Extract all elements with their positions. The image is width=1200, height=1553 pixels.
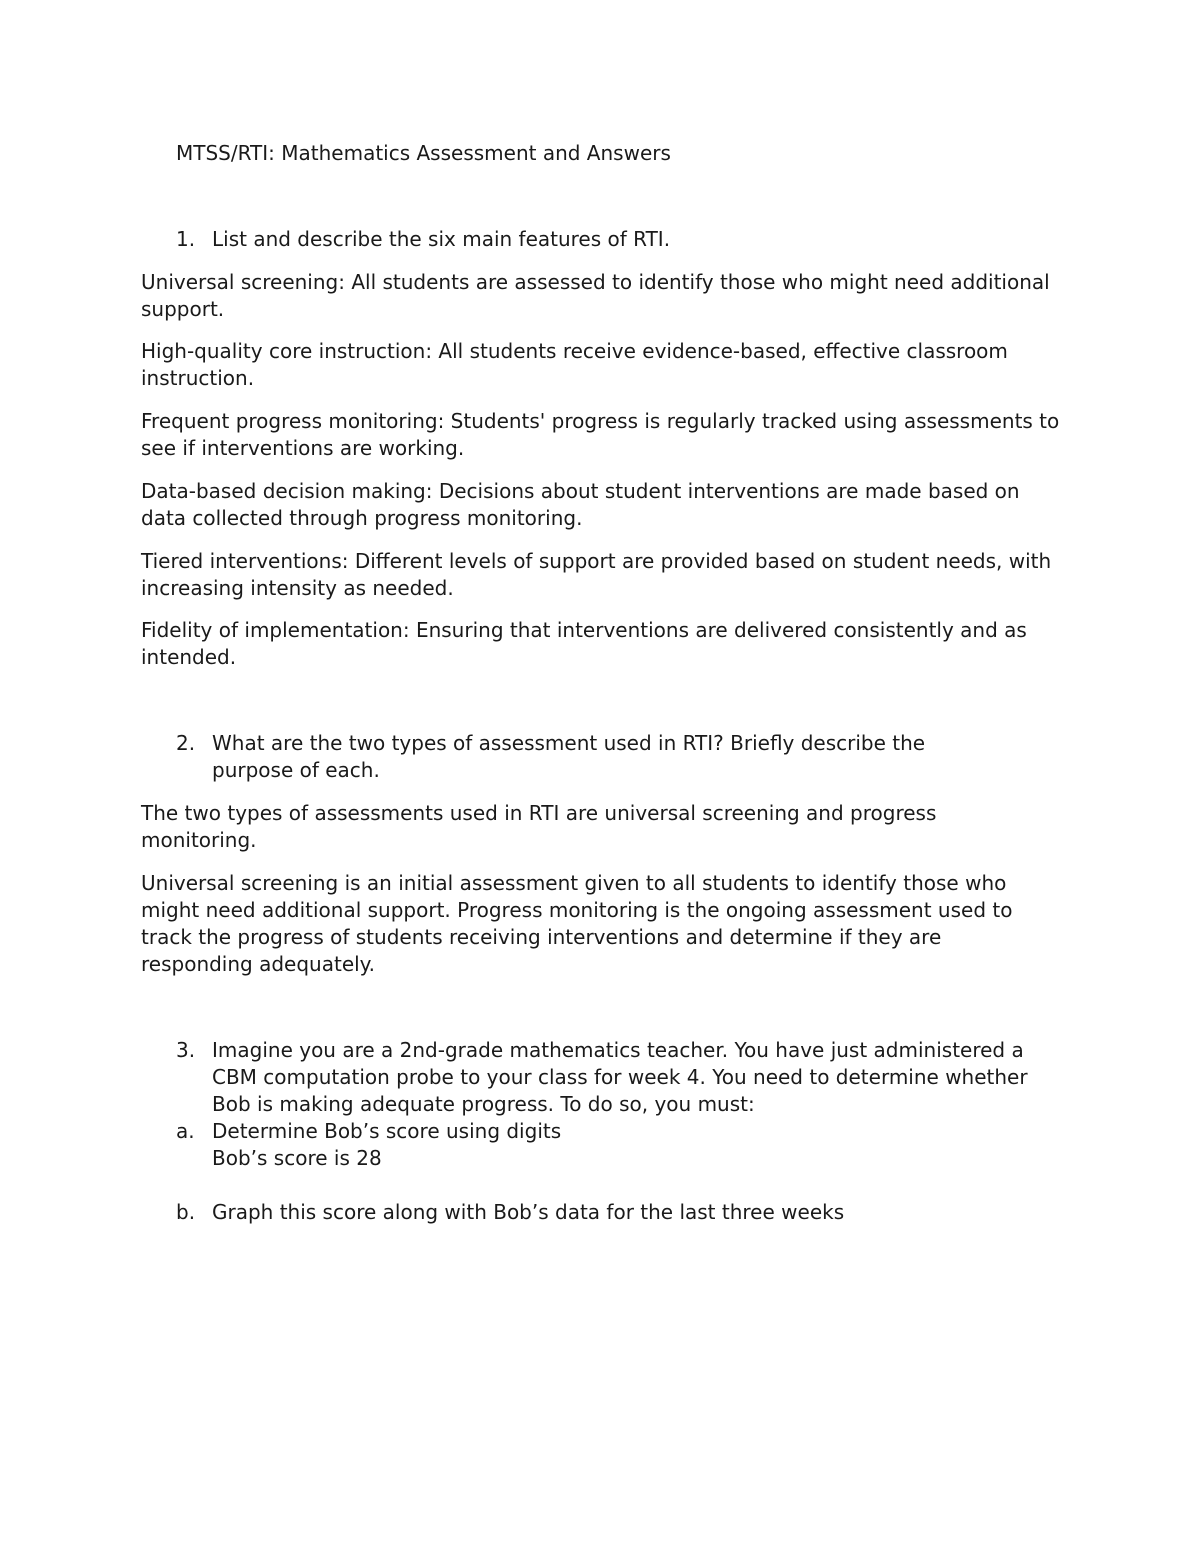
question-number: 1. — [176, 227, 196, 251]
question-3b — [176, 1199, 1056, 1226]
answer-paragraph: Universal screening is an initial assessment given to all students to identify those who might need additional support. Progress monitoring is the ongoing assessment used to track the progress of students receiving interventions and determine if they are responding adequately. — [141, 871, 1013, 976]
answer-paragraph: The two types of assessments used in RTI are universal screening and progress monitoring. — [141, 801, 937, 852]
answer-paragraph: Tiered interventions: Different levels of support are provided based on student needs, with increasing intensity as needed. — [141, 549, 1052, 600]
sub-question-text: Determine Bob’s score using digits — [212, 1119, 562, 1143]
question-3 — [176, 1037, 1056, 1118]
sub-question-text: Graph this score along with Bob’s data for the last three weeks — [212, 1200, 845, 1224]
sub-question-marker: b. — [176, 1200, 196, 1224]
document-title: MTSS/RTI: Mathematics Assessment and Answers — [176, 141, 671, 165]
question-1 — [176, 226, 1056, 253]
answer-paragraph: High-quality core instruction: All students receive evidence-based, effective classroom instruction. — [141, 339, 1008, 390]
answer-paragraph: Data-based decision making: Decisions about student interventions are made based on data collected through progress monitoring. — [141, 479, 1020, 530]
question-number: 2. — [176, 731, 196, 755]
answer-paragraph: Frequent progress monitoring: Students' progress is regularly tracked using assessments to see if interventions are working. — [141, 409, 1060, 460]
sub-question-answer: Bob’s score is 28 — [212, 1146, 382, 1170]
answer-paragraph: Fidelity of implementation: Ensuring that interventions are delivered consistently and as intended. — [141, 618, 1027, 669]
question-text: Imagine you are a 2nd-grade mathematics teacher. You have just administered a CBM computation probe to your class for week 4. You need to determine whether Bob is making adequate progress. To do so, you must: — [212, 1038, 1028, 1116]
question-3a — [176, 1118, 1056, 1172]
answer-paragraph: Universal screening: All students are assessed to identify those who might need additional support. — [141, 270, 1050, 321]
sub-question-marker: a. — [176, 1119, 195, 1143]
question-text: List and describe the six main features of RTI. — [212, 227, 671, 251]
question-2 — [176, 730, 996, 784]
question-text: What are the two types of assessment used in RTI? Briefly describe the purpose of each. — [212, 731, 926, 782]
question-number: 3. — [176, 1038, 196, 1062]
